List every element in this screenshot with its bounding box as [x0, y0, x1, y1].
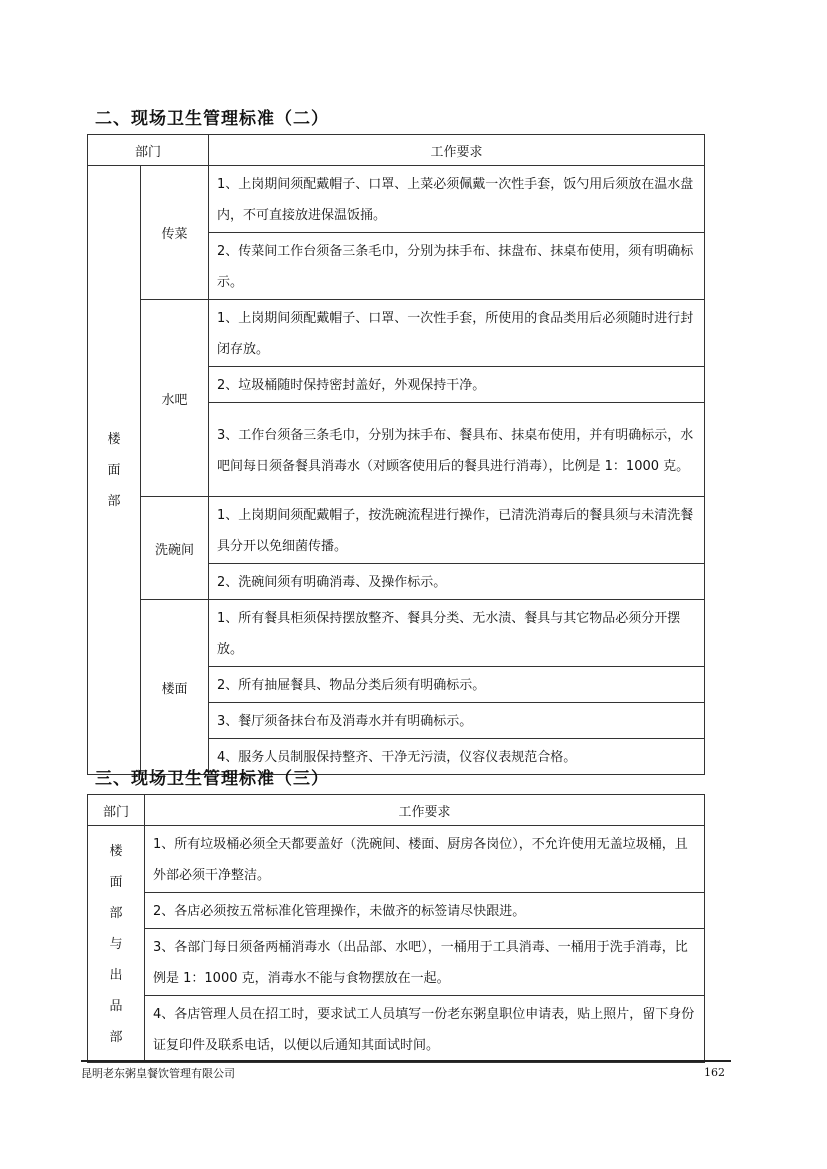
requirement-text: 1、上岗期间须配戴帽子、口罩、上菜必须佩戴一次性手套，饭勺用后须放在温水盘内，不可直接放进保温饭捅。 [209, 166, 705, 233]
requirement-text: 4、服务人员制服保持整齐、干净无污渍，仪容仪表规范合格。 [209, 739, 705, 775]
requirement-text: 1、上岗期间须配戴帽子，按洗碗流程进行操作，已清洗消毒后的餐具须与未清洗餐具分开以免细菌传播。 [209, 497, 705, 564]
table-row [88, 497, 705, 564]
section2-title: 二、现场卫生管理标准（二） [95, 109, 329, 129]
dept-char: 部 [107, 493, 121, 509]
page-number: 162 [704, 1066, 725, 1079]
requirement-text: 2、传菜间工作台须备三条毛巾，分别为抹手布、抹盘布、抹桌布使用，须有明确标示。 [209, 233, 705, 300]
table-row [88, 600, 705, 667]
table-row [88, 166, 705, 233]
dept-cell [88, 166, 141, 775]
section3-title: 三、现场卫生管理标准（三） [95, 769, 329, 789]
table-row [88, 826, 705, 893]
table-header-row [88, 795, 705, 826]
requirement-text: 3、各部门每日须备两桶消毒水（出品部、水吧），一桶用于工具消毒、一桶用于洗手消毒，比例是 1：1000 克，消毒水不能与食物摆放在一起。 [145, 929, 705, 996]
table-row [88, 996, 705, 1063]
dept-char: 楼 [109, 843, 123, 859]
requirement-text: 3、工作台须备三条毛巾，分别为抹手布、餐具布、抹桌布使用，并有明确标示，水吧间每日须备餐具消毒水（对顾客使用后的餐具进行消毒），比例是 1：1000 克。 [209, 403, 705, 497]
dept-char: 面 [109, 874, 123, 890]
table-row [88, 929, 705, 996]
dept-char: 部 [109, 905, 123, 921]
requirement-text: 1、所有餐具柜须保持摆放整齐、餐具分类、无水渍、餐具与其它物品必须分开摆放。 [209, 600, 705, 667]
header-req: 工作要求 [145, 795, 705, 826]
requirement-text: 2、垃圾桶随时保持密封盖好，外观保持干净。 [209, 367, 705, 403]
requirement-text: 2、所有抽屉餐具、物品分类后须有明确标示。 [209, 667, 705, 703]
group-name: 楼面 [141, 600, 209, 775]
dept-char: 面 [107, 462, 121, 478]
requirement-text: 2、各店必须按五常标准化管理操作，未做齐的标签请尽快跟进。 [145, 893, 705, 929]
table-header-row [88, 135, 705, 166]
group-name: 洗碗间 [141, 497, 209, 600]
dept-char: 与 [109, 936, 123, 952]
dept-char: 楼 [107, 431, 121, 447]
requirement-text: 3、餐厅须备抹台布及消毒水并有明确标示。 [209, 703, 705, 739]
group-name: 传菜 [141, 166, 209, 300]
dept-char: 出 [109, 967, 123, 983]
requirement-text: 1、所有垃圾桶必须全天都要盖好（洗碗间、楼面、厨房各岗位），不允许使用无盖垃圾桶，且外部必须干净整洁。 [145, 826, 705, 893]
dept-char: 部 [109, 1029, 123, 1045]
section2-table [87, 134, 705, 775]
footer-divider [81, 1060, 731, 1062]
header-dept: 部门 [88, 795, 145, 826]
requirement-text: 2、洗碗间须有明确消毒、及操作标示。 [209, 564, 705, 600]
table-row [88, 300, 705, 367]
header-req: 工作要求 [209, 135, 705, 166]
header-dept: 部门 [88, 135, 209, 166]
group-name: 水吧 [141, 300, 209, 497]
table-row [88, 893, 705, 929]
footer-company: 昆明老东粥皇餐饮管理有限公司 [81, 1067, 235, 1080]
dept-char: 品 [109, 998, 123, 1014]
requirement-text: 4、各店管理人员在招工时，要求试工人员填写一份老东粥皇职位申请表，贴上照片，留下身份证复印件及联系电话，以便以后通知其面试时间。 [145, 996, 705, 1063]
section3-table [87, 794, 705, 1063]
requirement-text: 1、上岗期间须配戴帽子、口罩、一次性手套，所使用的食品类用后必须随时进行封闭存放。 [209, 300, 705, 367]
dept-cell [88, 826, 145, 1063]
